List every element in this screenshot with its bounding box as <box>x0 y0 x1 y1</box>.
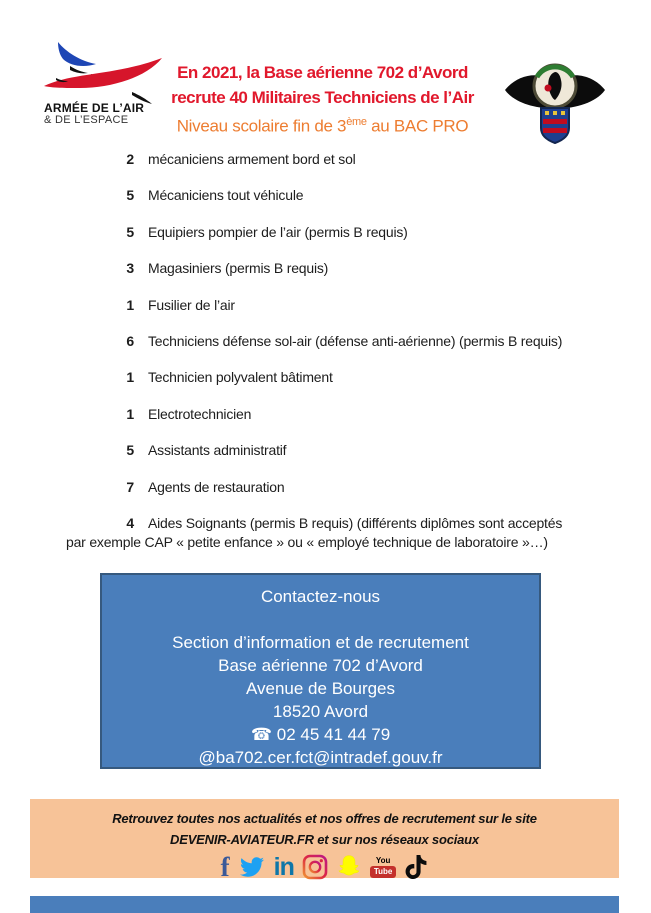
position-count: 7 <box>126 478 134 495</box>
social-icons-row <box>30 853 619 881</box>
position-label: Assistants administratif <box>148 442 287 459</box>
position-label: mécaniciens armement bord et sol <box>148 151 356 167</box>
position-label: Techniciens défense sol-air (défense anti-aérienne) (permis B requis) <box>148 332 563 349</box>
position-item <box>0 478 651 514</box>
position-label: Aides Soignants (permis B requis) (différents diplômes sont acceptés <box>148 514 563 531</box>
contact-line: Avenue de Bourges <box>245 679 396 698</box>
badge-wings-icon <box>503 50 607 146</box>
base-aerienne-702-badge <box>503 50 607 146</box>
youtube-icon[interactable]: You Tube <box>370 853 397 881</box>
contact-line: Base aérienne 702 d’Avord <box>218 656 423 675</box>
position-label: Mécaniciens tout véhicule <box>148 187 304 204</box>
position-count: 5 <box>126 442 134 459</box>
position-label: Equipiers pompier de l’air (permis B requis) <box>148 223 408 240</box>
position-count: 2 <box>126 151 134 167</box>
twitter-icon[interactable] <box>238 853 266 881</box>
contact-address <box>102 631 539 723</box>
contact-title: Contactez-nous <box>260 587 381 606</box>
footer-banner <box>30 799 619 882</box>
title-line-1: En 2021, la Base aérienne 702 d’Avord <box>177 63 468 82</box>
linkedin-icon[interactable]: in <box>273 853 294 881</box>
positions-list <box>0 150 651 551</box>
position-count: 1 <box>126 369 134 386</box>
position-item <box>0 441 651 477</box>
position-count: 1 <box>126 296 134 313</box>
position-label: Technicien polyvalent bâtiment <box>148 369 333 386</box>
position-item <box>0 186 651 222</box>
bottom-blue-bar <box>30 896 619 913</box>
position-item <box>0 223 651 259</box>
position-count: 5 <box>126 187 134 204</box>
subtitle: Niveau scolaire fin de 3ème au BAC PRO <box>176 116 469 136</box>
position-count: 6 <box>126 332 134 349</box>
position-label-continued: par exemple CAP « petite enfance » ou « employé technique de laboratoire »…) <box>66 533 548 550</box>
contact-line: Section d’information et de recrutement <box>172 633 469 652</box>
position-count: 5 <box>126 223 134 240</box>
position-item <box>0 405 651 441</box>
phone-number: 02 45 41 44 79 <box>276 725 391 744</box>
position-label: Agents de restauration <box>148 478 285 495</box>
snapchat-icon[interactable] <box>336 853 362 881</box>
position-item <box>0 259 651 295</box>
position-count: 3 <box>126 260 134 277</box>
position-label: Magasiniers (permis B requis) <box>148 260 329 277</box>
position-item <box>0 368 651 404</box>
position-item <box>0 332 651 368</box>
position-label: Electrotechnicien <box>148 405 252 422</box>
position-item <box>0 514 651 532</box>
position-count: 1 <box>126 405 134 422</box>
position-label: Fusilier de l’air <box>148 296 235 313</box>
logo-line2: & DE L’ESPACE <box>44 113 129 126</box>
footer-line-2: DEVENIR-AVIATEUR.FR et sur nos réseaux sociaux <box>170 832 479 847</box>
contact-email: @ba702.cer.fct@intradef.gouv.fr <box>198 748 443 767</box>
contact-line: 18520 Avord <box>272 702 369 721</box>
position-item <box>0 296 651 332</box>
instagram-icon[interactable] <box>302 853 328 881</box>
contact-box <box>100 573 541 769</box>
title-line-2: recrute 40 Militaires Techniciens de l’Air <box>171 88 474 107</box>
phone-icon: ☎ <box>250 725 272 744</box>
position-item <box>0 150 651 186</box>
footer-line-1: Retrouvez toutes nos actualités et nos offres de recrutement sur le site <box>112 811 537 826</box>
title-block <box>125 60 520 137</box>
logo-line1: ARMÉE DE L’AIR <box>44 101 145 115</box>
facebook-icon[interactable]: f <box>220 852 230 882</box>
contact-phone <box>102 723 539 746</box>
position-count: 4 <box>126 514 134 531</box>
tiktok-icon[interactable] <box>404 853 428 881</box>
